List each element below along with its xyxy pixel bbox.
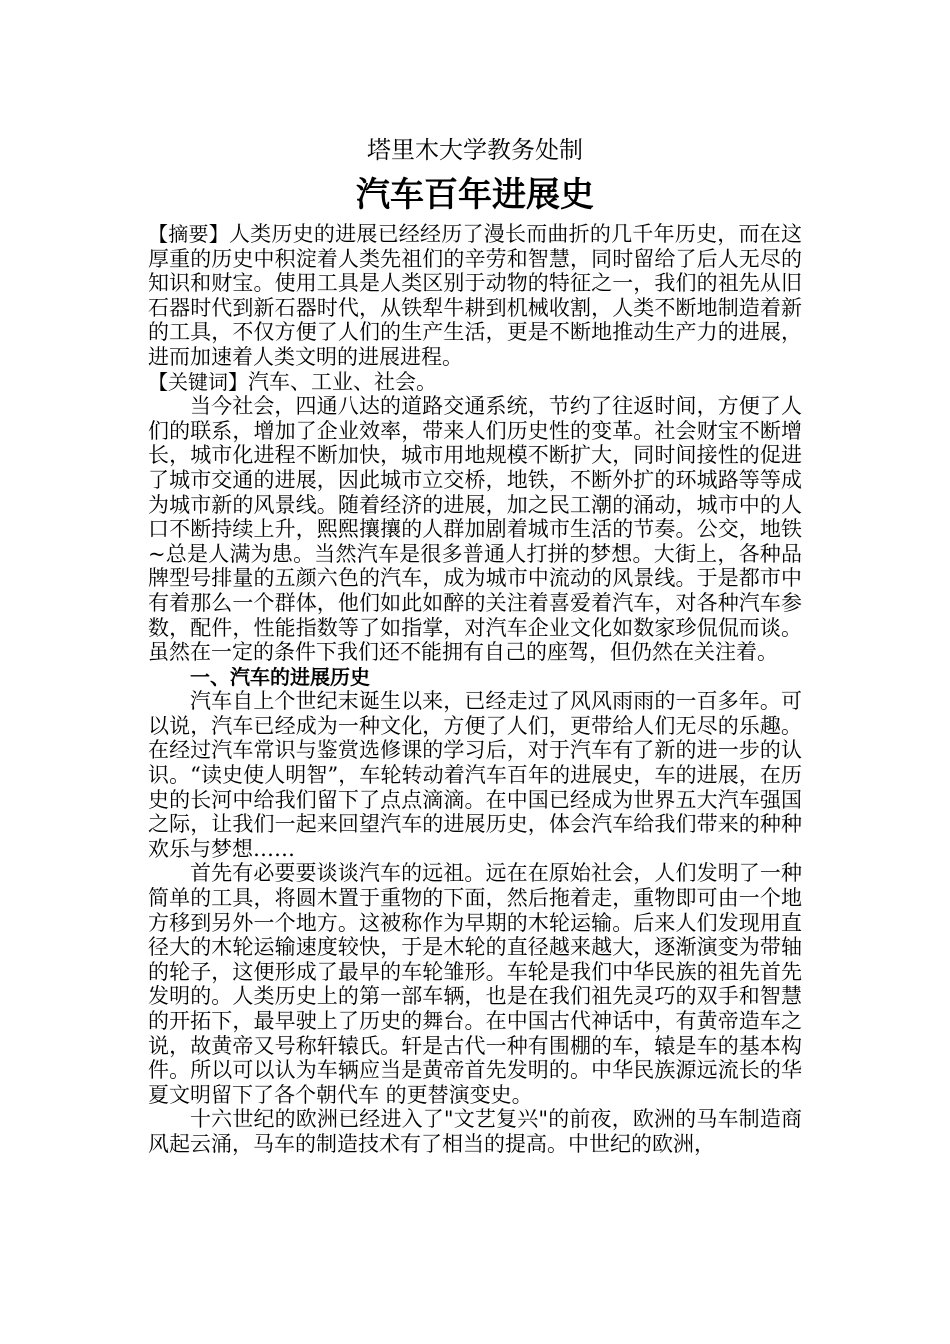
section-paragraph-3: 十六世纪的欧洲已经进入了"文艺复兴"的前夜，欧洲的马车制造商风起云涌，马车的制造技术有了相当的提高。中世纪的欧洲，	[148, 1107, 802, 1156]
keywords-label: 【关键词】	[148, 369, 248, 394]
document-title: 汽车百年进展史	[356, 175, 594, 215]
abstract-text: 人类历史的进展已经经历了漫长而曲折的几千年历史，而在这厚重的历史中积淀着人类先祖们的辛劳和智慧，同时留给了后人无尽的知识和财宝。使用工具是人类区别于动物的特征之一，我们的祖先从旧石器时代到新石器时代，从铁犁牛耕到机械收割，人类不断地制造着新的工具，不仅方便了人们的生产生活，更是不断地推动生产力的进展，进而加速着人类文明的进展进程。	[148, 222, 803, 369]
section-paragraph-2: 首先有必要要谈谈汽车的远祖。远在在原始社会，人们发明了一种简单的工具，将圆木置于重物的下面，然后拖着走，重物即可由一个地方移到另外一个地方。这被称作为早期的木轮运输。后来人们发现用直径大的木轮运输速度较快，于是木轮的直径越来越大，逐渐演变为带轴的轮子，这便形成了最早的车轮雏形。车轮是我们中华民族的祖先首先发明的。人类历史上的第一部车辆，也是在我们祖先灵巧的双手和智慧的开拓下，最早驶上了历史的舞台。在中国古代神话中，有黄帝造车之说，故黄帝又号称轩辕氏。轩是古代一种有围棚的车，辕是车的基本构件。所以可以认为车辆应当是黄帝首先发明的。中华民族源远流长的华夏文明留下了各个朝代车 的更替演变史。	[148, 861, 802, 1107]
abstract-label: 【摘要】	[148, 222, 229, 246]
organization-header: 塔里木大学教务处制	[367, 136, 583, 164]
keywords-paragraph	[148, 370, 802, 395]
abstract-paragraph	[148, 222, 802, 370]
section-heading: 一、汽车的进展历史	[190, 664, 370, 689]
document-page	[148, 130, 802, 1157]
intro-paragraph: 当今社会，四通八达的道路交通系统，节约了往返时间，方便了人们的联系，增加了企业效率，带来人们历史性的变革。社会财宝不断增长，城市化进程不断加快，城市用地规模不断扩大，同时间接性的促进了城市交通的进展，因此城市立交桥，地铁，不断外扩的环城路等等成为城市新的风景线。随着经济的进展，加之民工潮的涌动，城市中的人口不断持续上升，熙熙攘攘的人群加剧着城市生活的节奏。公交，地铁~总是人满为患。当然汽车是很多普通人打拼的梦想。大街上，各种品牌型号排量的五颜六色的汽车，成为城市中流动的风景线。于是都市中有着那么一个群体，他们如此如醉的关注着喜爱着汽车，对各种汽车参数，配件，性能指数等了如指掌，对汽车企业文化如数家珍侃侃而谈。虽然在一定的条件下我们还不能拥有自己的座驾，但仍然在关注着。	[148, 394, 802, 665]
keywords-text: 汽车、工业、社会。	[248, 369, 437, 394]
section-paragraph-1: 汽车自上个世纪末诞生以来，已经走过了风风雨雨的一百多年。可以说，汽车已经成为一种文化，方便了人们，更带给人们无尽的乐趣。在经过汽车常识与鉴赏选修课的学习后，对于汽车有了新的进一步的认识。“读史使人明智”，车轮转动着汽车百年的进展史，车的进展，在历史的长河中给我们留下了点点滴滴。在中国已经成为世界五大汽车强国之际，让我们一起来回望汽车的进展历史，体会汽车给我们带来的种种欢乐与梦想……	[148, 689, 802, 861]
